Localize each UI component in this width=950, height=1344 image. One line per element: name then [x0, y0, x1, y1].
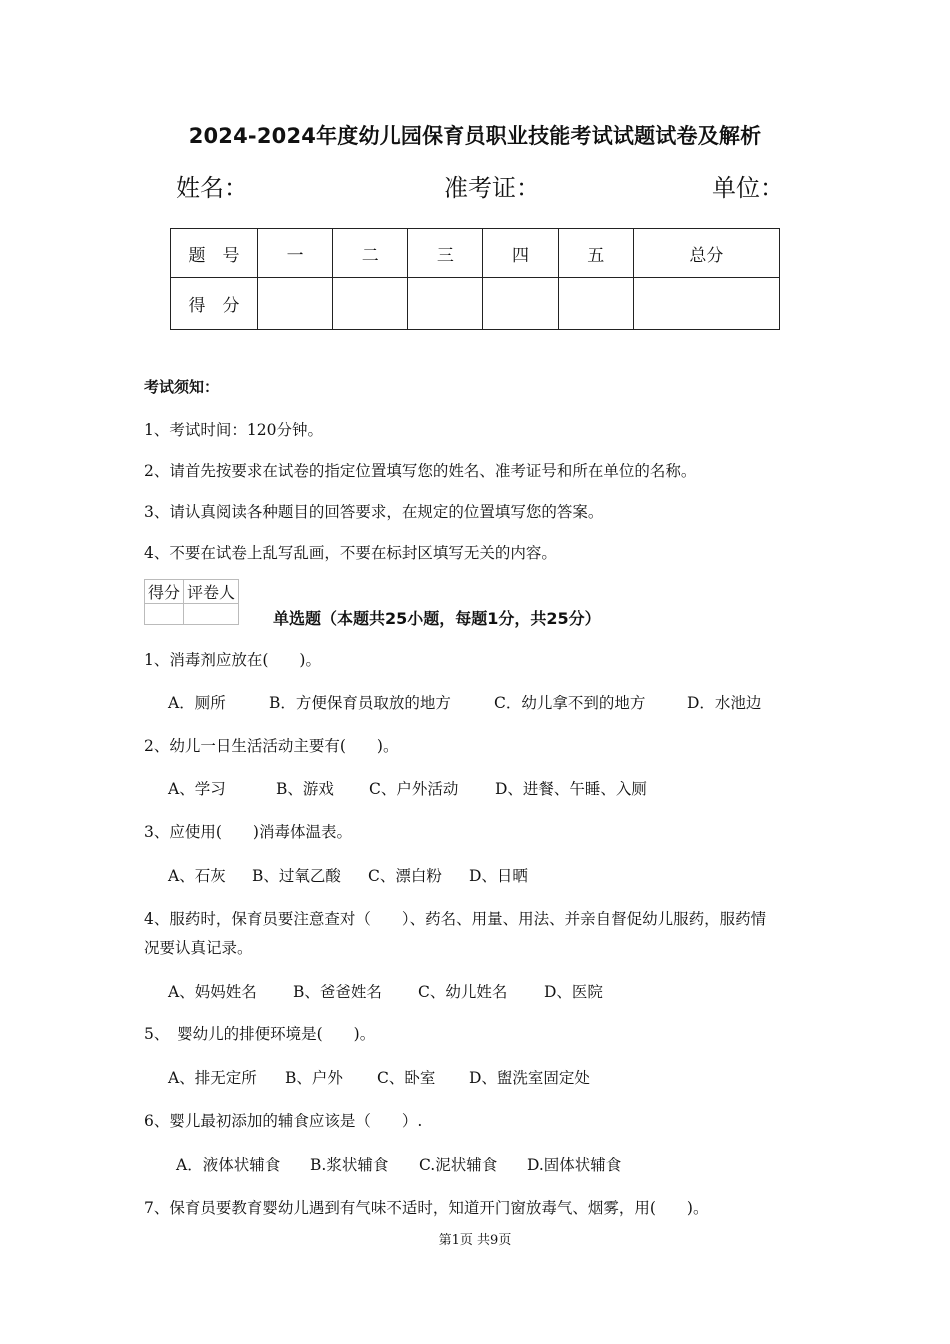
question-options: [168, 1066, 590, 1088]
score-header-cell: 总分: [633, 229, 779, 278]
notice-heading: 考试须知：: [144, 378, 220, 396]
option[interactable]: B、爸爸姓名: [293, 983, 382, 1001]
score-cell[interactable]: [558, 278, 633, 330]
question-options: [176, 1153, 621, 1175]
score-table: [170, 228, 780, 330]
option[interactable]: B、游戏: [276, 780, 334, 798]
question-options: [168, 864, 528, 886]
score-cell[interactable]: [408, 278, 483, 330]
grader-score-cell[interactable]: [145, 604, 184, 625]
score-cell[interactable]: [258, 278, 333, 330]
score-header-cell: 五: [558, 229, 633, 278]
question-options: [168, 777, 647, 799]
score-cell[interactable]: [633, 278, 779, 330]
question-stem: 4、服药时，保育员要注意查对（ ）、药名、用量、用法、并亲自督促幼儿服药，服药情: [144, 910, 767, 928]
option[interactable]: C.泥状辅食: [419, 1156, 498, 1174]
option[interactable]: D、进餐、午睡、入厕: [495, 780, 647, 798]
option[interactable]: D．水池边: [687, 694, 762, 712]
option[interactable]: A、学习: [168, 780, 226, 798]
option[interactable]: C．幼儿拿不到的地方: [494, 694, 646, 712]
question-stem: 1、消毒剂应放在( )。: [144, 651, 321, 669]
option[interactable]: A．液体状辅食: [176, 1156, 281, 1174]
score-header-cell: 二: [333, 229, 408, 278]
notice-item: 1、考试时间：120分钟。: [144, 421, 323, 439]
option[interactable]: C、卧室: [377, 1069, 436, 1087]
question-stem: 5、 婴幼儿的排便环境是( )。: [144, 1025, 376, 1043]
option[interactable]: A、妈妈姓名: [168, 983, 257, 1001]
score-table-score-row: [171, 278, 780, 330]
option[interactable]: D、医院: [544, 983, 603, 1001]
grader-score-label: 得分: [145, 580, 184, 604]
question-stem: 3、应使用( )消毒体温表。: [144, 823, 352, 841]
option[interactable]: C、漂白粉: [368, 867, 442, 885]
score-header-cell: 四: [483, 229, 558, 278]
option[interactable]: D、日晒: [469, 867, 528, 885]
option[interactable]: B、户外: [285, 1069, 343, 1087]
page-footer: 第1页 共9页: [438, 1233, 512, 1248]
question-stem: 7、保育员要教育婴幼儿遇到有气味不适时，知道开门窗放毒气、烟雾，用( )。: [144, 1199, 709, 1217]
option[interactable]: D.固体状辅食: [527, 1156, 622, 1174]
name-field-label: 姓名：: [176, 174, 248, 202]
grader-box: [144, 579, 239, 625]
score-cell[interactable]: [483, 278, 558, 330]
question-options: [168, 691, 761, 713]
option[interactable]: A、石灰: [168, 867, 226, 885]
notice-item: 2、请首先按要求在试卷的指定位置填写您的姓名、准考证号和所在单位的名称。: [144, 462, 697, 480]
score-cell[interactable]: [333, 278, 408, 330]
question-stem: 6、婴儿最初添加的辅食应该是（ ）.: [144, 1112, 423, 1130]
question-stem: 2、幼儿一日生活活动主要有( )。: [144, 737, 399, 755]
question-options: [168, 980, 603, 1002]
question-stem-continued: 况要认真记录。: [144, 939, 253, 957]
option[interactable]: C、户外活动: [369, 780, 459, 798]
score-row-label: 得 分: [171, 278, 258, 330]
grader-name-cell[interactable]: [184, 604, 239, 625]
score-header-cell: 一: [258, 229, 333, 278]
document-title: 2024-2024年度幼儿园保育员职业技能考试试题试卷及解析: [188, 124, 762, 148]
option[interactable]: B.浆状辅食: [310, 1156, 389, 1174]
notice-item: 4、不要在试卷上乱写乱画，不要在标封区填写无关的内容。: [144, 544, 557, 562]
section-heading: 单选题（本题共25小题，每题1分，共25分）: [273, 609, 601, 628]
option[interactable]: A．厕所: [168, 694, 226, 712]
score-table-header-row: [171, 229, 780, 278]
exam-id-field-label: 准考证：: [444, 174, 540, 202]
grader-name-label: 评卷人: [184, 580, 239, 604]
option[interactable]: B、过氧乙酸: [252, 867, 341, 885]
notice-item: 3、请认真阅读各种题目的回答要求，在规定的位置填写您的答案。: [144, 503, 604, 521]
unit-field-label: 单位：: [712, 174, 784, 202]
option[interactable]: C、幼儿姓名: [418, 983, 508, 1001]
option[interactable]: A、排无定所: [168, 1069, 257, 1087]
score-header-cell: 题 号: [171, 229, 258, 278]
option[interactable]: D、盥洗室固定处: [469, 1069, 590, 1087]
score-header-cell: 三: [408, 229, 483, 278]
option[interactable]: B．方便保育员取放的地方: [269, 694, 451, 712]
